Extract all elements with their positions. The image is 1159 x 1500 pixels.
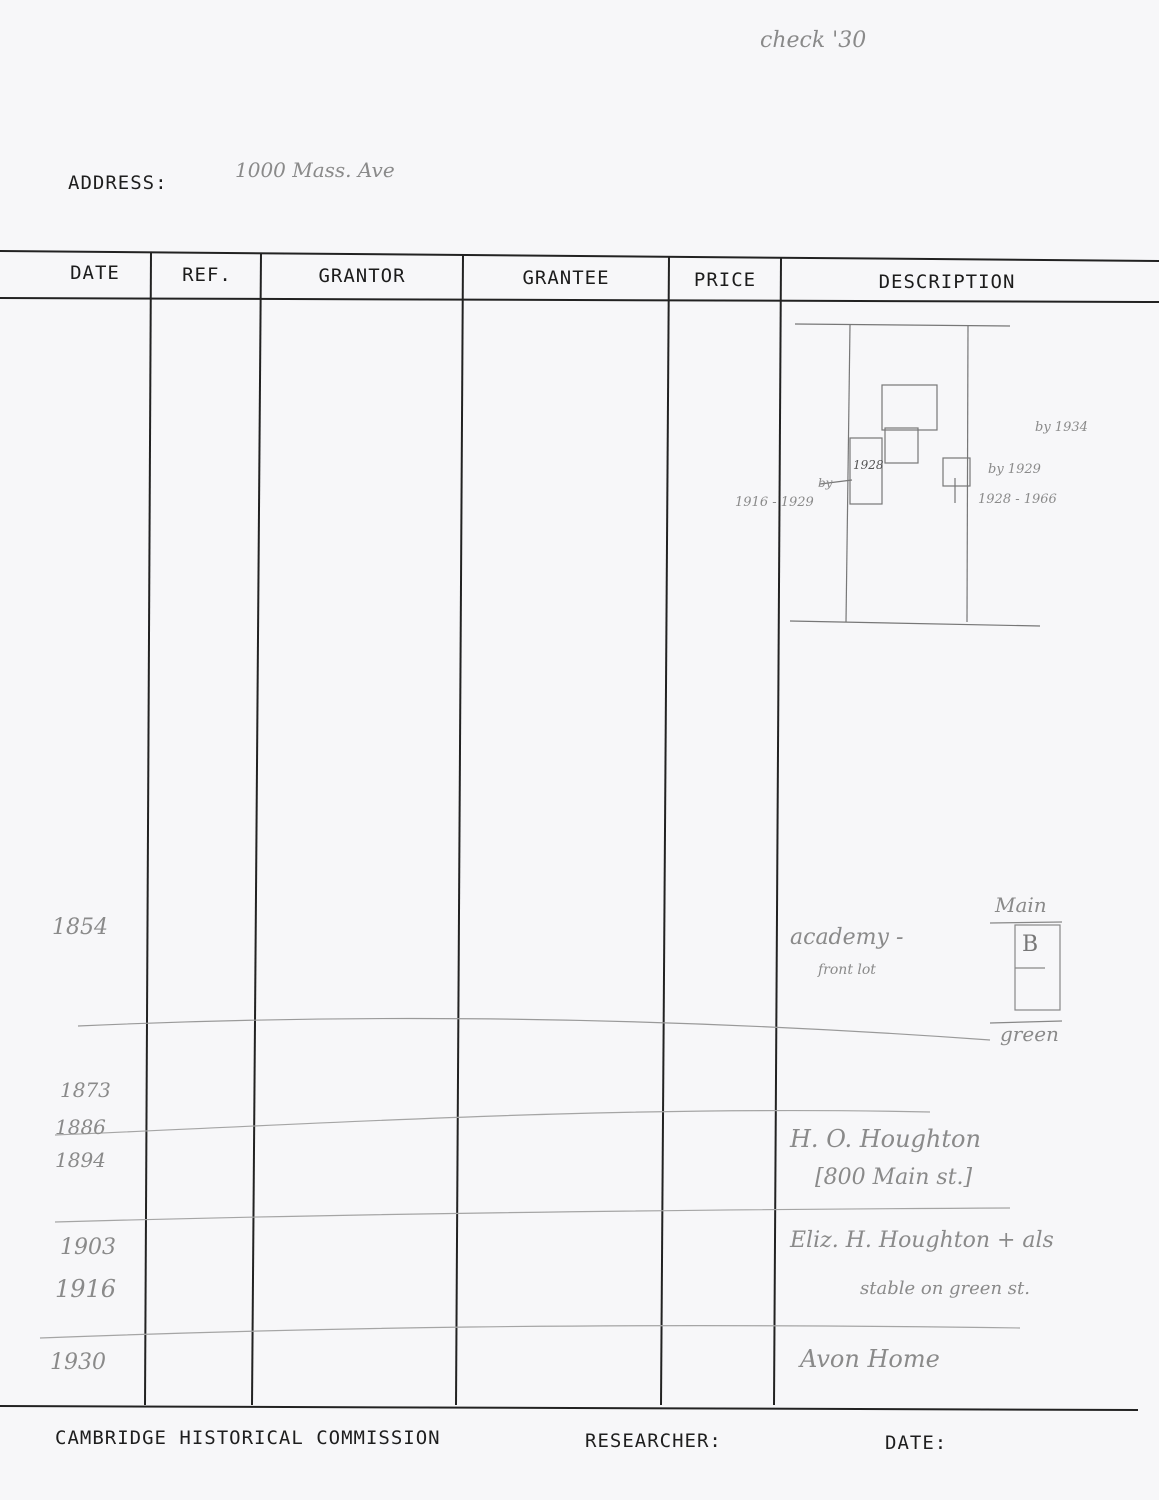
lot-map-bottom-label: green [1000,1022,1059,1046]
footer-date-label: DATE: [885,1432,948,1454]
lot-map-building-label: B [1022,932,1039,957]
entry-date-1854: 1854 [52,915,108,940]
sketch-label-by-1929: by 1929 [988,462,1041,477]
entry-description-1854: academy - [790,925,904,950]
footer-organization: CAMBRIDGE HISTORICAL COMMISSION [55,1427,441,1449]
address-label: ADDRESS: [68,172,168,194]
column-divider-1 [145,252,151,1405]
address-value: 1000 Mass. Ave [235,158,395,182]
column-header-description: DESCRIPTION [878,271,1016,293]
entry-date-1903: 1903 [60,1235,116,1260]
entry-date-1930: 1930 [50,1350,106,1375]
column-divider-5 [774,258,781,1405]
header-top-rule [0,251,1159,261]
sketch-label-1916-1929: 1916 - 1929 [735,495,814,510]
entry-date-1894: 1894 [55,1148,106,1172]
lot-map-top-label: Main [995,893,1047,917]
entry-description-1886: H. O. Houghton [790,1125,981,1153]
entry-description-1930: Avon Home [800,1345,940,1373]
column-divider-3 [456,255,463,1405]
column-divider-4 [661,256,669,1405]
entry-description-1903: Eliz. H. Houghton + als [790,1228,1054,1253]
header-bottom-rule [0,298,1159,302]
entry-sub-1854: front lot [818,962,876,978]
column-header-ref: REF. [182,264,232,286]
sketch-label-by: by [818,476,833,490]
sketch-label-1928-1966: 1928 - 1966 [978,492,1057,507]
entry-description-1916: stable on green st. [860,1278,1030,1299]
entry-date-1873: 1873 [60,1078,111,1102]
pencil-separator-4 [40,1326,1020,1338]
column-header-grantor: GRANTOR [318,265,406,287]
column-header-price: PRICE [693,269,757,291]
entry-date-1886: 1886 [55,1115,106,1139]
entry-description-1894: [800 Main st.] [815,1165,973,1190]
pencil-separator-3 [55,1208,1010,1222]
top-note: check '30 [760,28,867,53]
sketch-label-by-1934: by 1934 [1035,420,1088,435]
column-divider-2 [252,253,261,1405]
entry-date-1916: 1916 [55,1275,117,1303]
sketch-label-1928: 1928 [853,458,884,472]
footer-rule [0,1406,1138,1410]
pencil-separator-1 [78,1018,990,1040]
column-header-date: DATE [70,262,120,284]
footer-researcher-label: RESEARCHER: [585,1430,722,1452]
column-header-grantee: GRANTEE [522,267,610,289]
